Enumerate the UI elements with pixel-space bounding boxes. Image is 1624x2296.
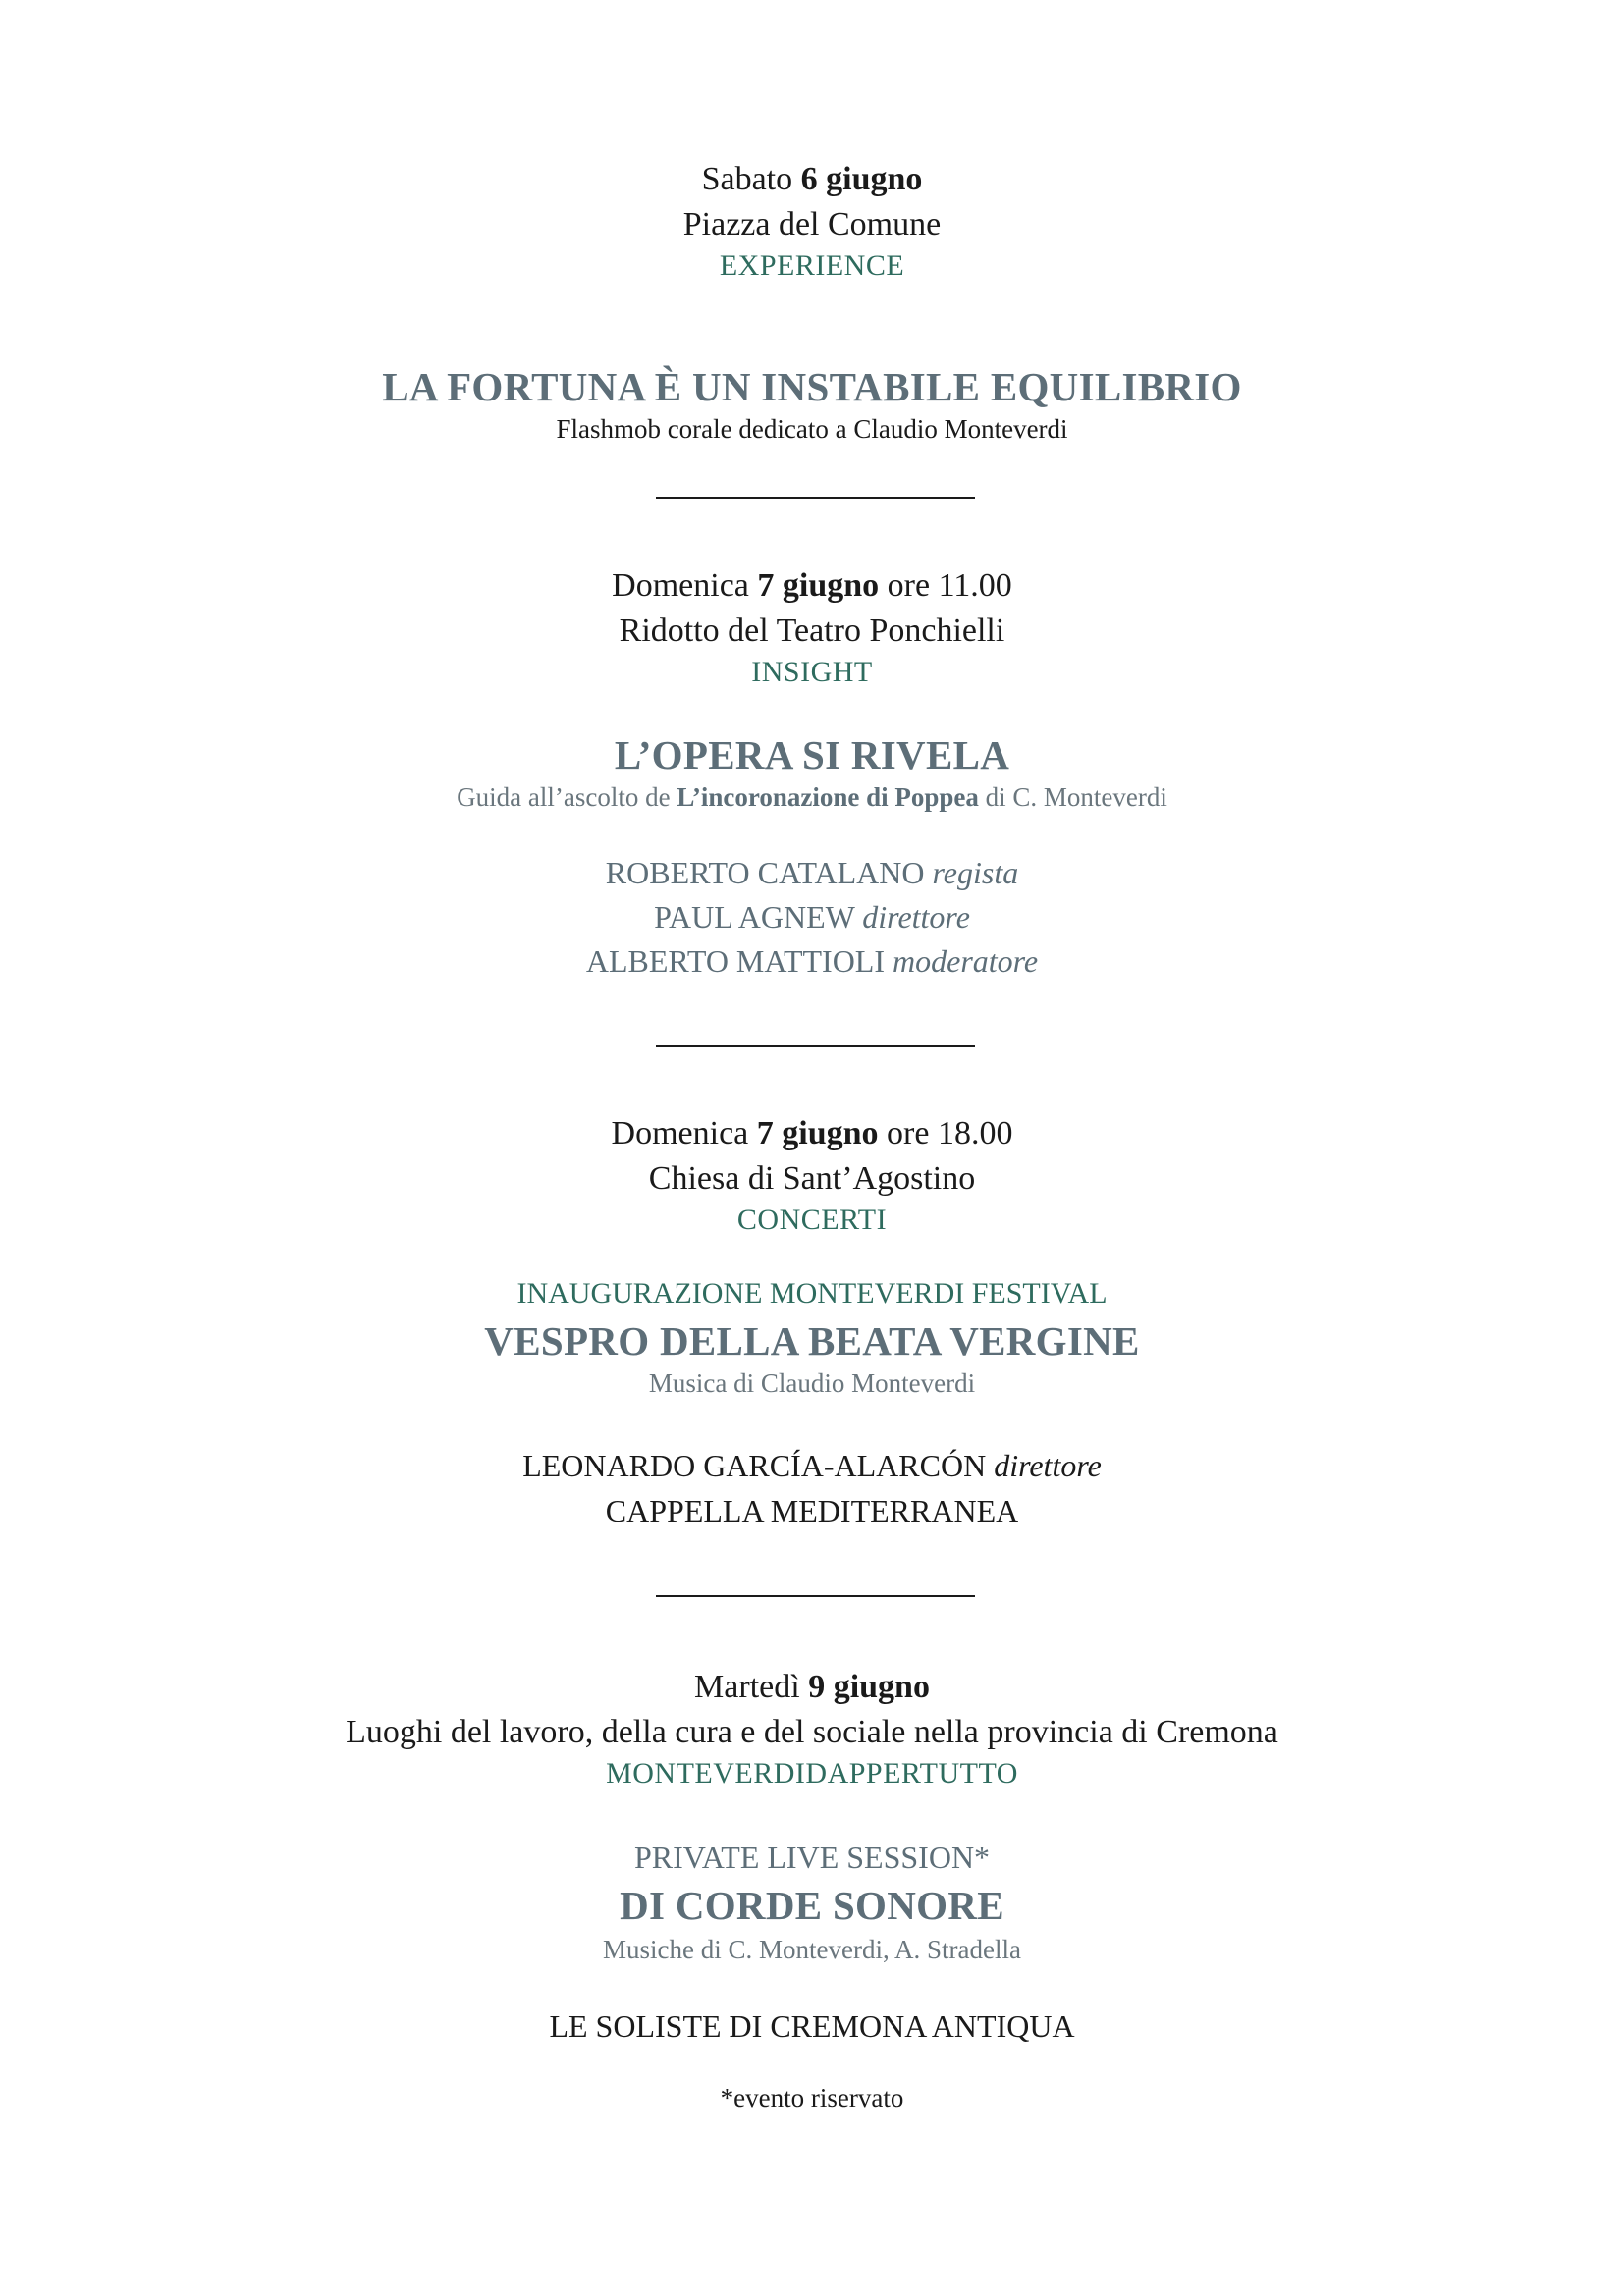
event-1-category: EXPERIENCE <box>719 249 905 282</box>
event-3-date: 7 giugno <box>756 1115 879 1151</box>
event-1-title: LA FORTUNA È UN INSTABILE EQUILIBRIO <box>382 364 1242 409</box>
event-2-subtitle <box>0 784 1624 811</box>
event-3-subtitle: Musica di Claudio Monteverdi <box>648 1368 976 1398</box>
credit-name: ALBERTO MATTIOLI <box>585 943 885 979</box>
event-2-subtitle-suffix: di C. Monteverdi <box>985 782 1167 812</box>
event-4-performer: LE SOLISTE DI CREMONA ANTIQUA <box>549 2008 1075 2044</box>
event-2-day: Domenica <box>612 567 749 604</box>
event-1-day: Sabato <box>701 161 793 197</box>
event-3-day: Domenica <box>611 1115 749 1151</box>
event-1-subtitle: Flashmob corale dedicato a Claudio Monteverdi <box>556 414 1068 444</box>
event-1-date: 6 giugno <box>800 161 923 197</box>
section-divider-3 <box>656 1595 975 1597</box>
credit-name: PAUL AGNEW <box>654 899 855 934</box>
event-2-credit-3 <box>0 945 1624 977</box>
event-1-venue: Piazza del Comune <box>682 206 942 242</box>
event-4-pretitle: PRIVATE LIVE SESSION* <box>633 1840 991 1875</box>
event-2-venue: Ridotto del Teatro Ponchielli <box>619 613 1005 649</box>
event-3-date-line <box>0 1117 1624 1150</box>
credit-role: direttore <box>862 899 970 934</box>
event-2-credit-2 <box>0 901 1624 933</box>
event-1-date-line <box>0 163 1624 196</box>
event-4-category: MONTEVERDIDAPPERTUTTO <box>606 1757 1018 1789</box>
event-2-date: 7 giugno <box>757 567 880 604</box>
event-3-pretitle: INAUGURAZIONE MONTEVERDI FESTIVAL <box>516 1277 1108 1309</box>
event-2-credit-1 <box>0 857 1624 888</box>
event-4-venue: Luoghi del lavoro, della cura e del sociale nella provincia di Cremona <box>346 1714 1278 1750</box>
event-2-category: INSIGHT <box>751 656 873 688</box>
credit-role: regista <box>932 855 1019 890</box>
event-3-credit-2: CAPPELLA MEDITERRANEA <box>605 1493 1019 1528</box>
event-2-subtitle-prefix: Guida all’ascolto de <box>457 782 671 812</box>
event-2-date-line <box>0 569 1624 603</box>
event-2-subtitle-work: L’incoronazione di Poppea <box>677 782 979 812</box>
event-2-time: ore 11.00 <box>887 567 1012 604</box>
section-divider-1 <box>656 497 975 499</box>
credit-role: moderatore <box>893 943 1039 979</box>
credit-role: direttore <box>994 1448 1102 1483</box>
event-4-day: Martedì <box>694 1669 800 1705</box>
event-3-time: ore 18.00 <box>887 1115 1013 1151</box>
event-4-date-line <box>0 1671 1624 1704</box>
event-3-title: VESPRO DELLA BEATA VERGINE <box>484 1318 1140 1363</box>
credit-name: ROBERTO CATALANO <box>605 855 925 890</box>
event-3-venue: Chiesa di Sant’Agostino <box>648 1160 976 1197</box>
event-4-subtitle: Musiche di C. Monteverdi, A. Stradella <box>603 1935 1021 1964</box>
event-3-category: CONCERTI <box>736 1203 888 1236</box>
section-divider-2 <box>656 1045 975 1047</box>
event-4-note: *evento riservato <box>720 2083 904 2112</box>
event-2-title: L’OPERA SI RIVELA <box>614 732 1010 777</box>
event-4-date: 9 giugno <box>808 1669 930 1705</box>
event-4-title: DI CORDE SONORE <box>620 1883 1004 1928</box>
credit-name: LEONARDO GARCÍA-ALARCÓN <box>522 1448 987 1483</box>
event-3-credit-1 <box>0 1450 1624 1481</box>
